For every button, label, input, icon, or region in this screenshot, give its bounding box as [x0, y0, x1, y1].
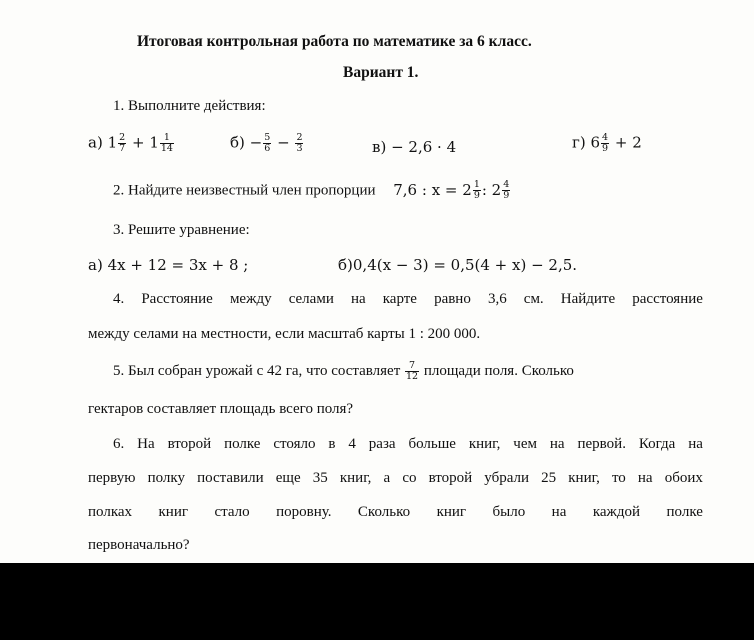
fraction	[473, 180, 481, 201]
task1-g	[572, 133, 642, 154]
word: второй	[167, 436, 212, 452]
word: 6.	[113, 436, 125, 452]
word: Сколько	[357, 504, 411, 520]
numerator: 5	[264, 132, 271, 143]
denominator: 7	[119, 143, 126, 154]
denominator: 9	[503, 190, 510, 201]
word: а	[383, 470, 391, 486]
word: книг,	[568, 470, 600, 486]
numerator: 4	[602, 132, 609, 143]
numerator: 1	[473, 179, 480, 190]
task1-v-expr: − 2,6 · 4	[391, 138, 457, 156]
page-title: Итоговая контрольная работа по математике за 6 класс.	[137, 33, 532, 50]
variant-label: Вариант 1.	[343, 64, 419, 81]
fraction	[118, 133, 126, 154]
task2-text: 2. Найдите неизвестный член пропорции	[113, 182, 376, 199]
operator: −	[277, 133, 290, 152]
mixed-whole: 1	[149, 133, 159, 152]
word: полку	[147, 470, 185, 486]
word: между	[229, 291, 272, 307]
task1-v	[372, 138, 456, 156]
task5-line1	[113, 361, 574, 382]
task1-a-label: а)	[88, 133, 103, 152]
word: Найдите	[560, 291, 616, 307]
denominator: 6	[264, 143, 271, 154]
word: первой.	[577, 436, 626, 452]
word: на	[637, 470, 653, 486]
task1-g-rest: + 2	[614, 133, 642, 152]
word: обоих	[664, 470, 703, 486]
task4-line1	[113, 291, 703, 308]
word: см.	[523, 291, 544, 307]
word: стало	[214, 504, 250, 520]
fraction	[601, 133, 609, 154]
word: на	[551, 504, 567, 520]
numerator: 4	[503, 179, 510, 190]
task2-expr	[393, 181, 511, 199]
word: на	[350, 291, 366, 307]
word: 25	[541, 470, 557, 486]
denominator: 9	[602, 143, 609, 154]
word: Расстояние	[141, 291, 213, 307]
task1-title: 1. Выполните действия:	[113, 98, 266, 114]
mixed-whole: 1	[107, 133, 118, 152]
task6-line4: первоначально?	[88, 537, 190, 553]
word: стояло	[273, 436, 316, 452]
task4-line2: между селами на местности, если масштаб карты 1 : 200 000.	[88, 326, 481, 342]
word: книг,	[468, 436, 501, 452]
word: Когда	[638, 436, 676, 452]
word: чем	[513, 436, 537, 452]
word: книг,	[339, 470, 372, 486]
word: в	[328, 436, 336, 452]
task2	[113, 180, 511, 201]
fraction	[263, 133, 271, 154]
task1-a	[88, 133, 175, 154]
word: полке	[666, 504, 703, 520]
denominator: 9	[473, 190, 480, 201]
word: раза	[368, 436, 396, 452]
task1-g-label: г)	[572, 133, 586, 152]
word: 4.	[113, 291, 125, 307]
numerator: 1	[160, 133, 174, 144]
operator: −	[249, 133, 263, 152]
task5-line1-pre: 5. Был собран урожай с 42 га, что составляет	[113, 362, 401, 379]
denominator: 3	[296, 143, 303, 154]
word: на	[549, 436, 565, 452]
task3-title: 3. Решите уравнение:	[113, 222, 250, 238]
word: каждой	[592, 504, 641, 520]
task6-line2	[88, 470, 703, 487]
word: селами	[288, 291, 334, 307]
word: на	[688, 436, 703, 452]
task1-b	[230, 133, 304, 154]
word: поставили	[197, 470, 264, 486]
word: со	[402, 470, 417, 486]
word: 4	[348, 436, 356, 452]
task1-b-label: б)	[230, 133, 245, 152]
denominator: 12	[406, 371, 419, 382]
numerator: 2	[119, 132, 126, 143]
operator: +	[131, 133, 145, 152]
task1-v-label: в)	[372, 138, 387, 156]
word: полках	[88, 504, 133, 520]
word: книг	[436, 504, 467, 520]
word: 35	[312, 470, 328, 486]
mixed-whole: 6	[590, 133, 601, 152]
word: первую	[88, 470, 136, 486]
word: книг	[158, 504, 188, 520]
fraction	[502, 180, 510, 201]
fraction	[405, 361, 419, 382]
word: то	[611, 470, 626, 486]
word: больше	[408, 436, 456, 452]
word: карте	[382, 291, 417, 307]
word: поровну.	[276, 504, 332, 520]
task2-lhs: 7,6 : x = 2	[393, 180, 472, 199]
task5-line2: гектаров составляет площадь всего поля?	[88, 401, 354, 417]
word: полке	[224, 436, 261, 452]
task2-mid: : 2	[481, 180, 502, 199]
fraction	[295, 133, 303, 154]
word: 3,6	[487, 291, 507, 307]
task3-b: б)0,4(x − 3) = 0,5(4 + x) − 2,5.	[338, 256, 578, 274]
bottom-black-bar	[0, 563, 754, 640]
word: равно	[434, 291, 471, 307]
numerator: 2	[296, 132, 303, 143]
word: было	[492, 504, 526, 520]
denominator: 14	[160, 143, 173, 154]
task5-line1-post: площади поля. Сколько	[423, 362, 574, 379]
task6-line1	[113, 436, 703, 453]
numerator: 7	[405, 361, 419, 372]
word: еще	[275, 470, 301, 486]
word: На	[137, 436, 155, 452]
task6-line3	[88, 504, 703, 521]
fraction	[160, 133, 174, 154]
word: убрали	[484, 470, 530, 486]
word: второй	[428, 470, 473, 486]
task3-a: а) 4x + 12 = 3x + 8 ;	[88, 256, 249, 274]
word: расстояние	[632, 291, 703, 307]
